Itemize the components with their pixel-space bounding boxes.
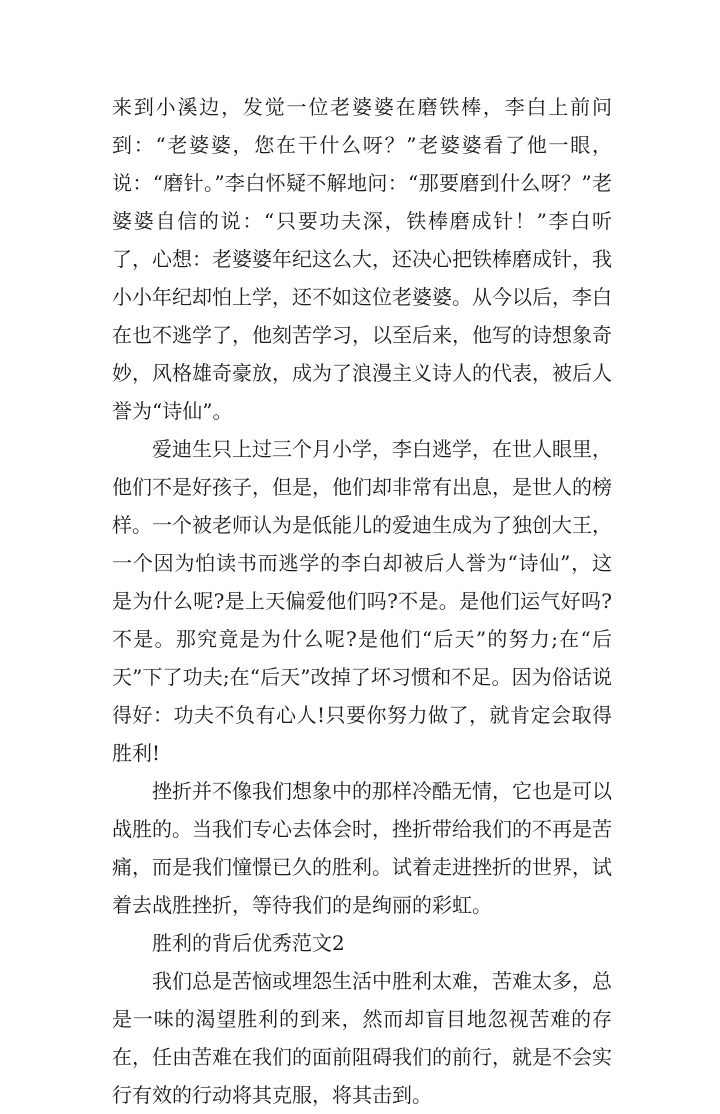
- document-page: [112, 88, 612, 1114]
- paragraph-setbacks: 挫折并不像我们想象中的那样冷酷无情，它也是可以战胜的。当我们专心去体会时，挫折带给我们的不再是苦痛，而是我们憧憬已久的胜利。试着走进挫折的世界，试着去战胜挫折，等待我们的是绚丽的彩虹。: [112, 779, 612, 917]
- section-heading: 胜利的背后优秀范文2: [152, 931, 345, 955]
- paragraph-edison-li-bai: 爱迪生只上过三个月小学，李白逃学，在世人眼里，他们不是好孩子，但是，他们却非常有出息，是世人的榜样。一个被老师认为是低能儿的爱迪生成为了独创大王，一个因为怕读书而逃学的李白却被后人誉为“诗仙”，这是为什么呢?是上天偏爱他们吗?不是。是他们运气好吗?不是。那究竟是为什么呢?是他们“后天”的努力;在“后天”下了功夫;在“后天”改掉了坏习惯和不足。因为俗话说得好：功夫不负有心人!只要你努力做了，就肯定会取得胜利!: [112, 437, 612, 765]
- paragraph-continuation: 来到小溪边，发觉一位老婆婆在磨铁棒，李白上前问到：“老婆婆，您在干什么呀？”老婆婆看了他一眼，说：“磨针。”李白怀疑不解地问：“那要磨到什么呀？”老婆婆自信的说：“只要功夫深，铁棒磨成针！”李白听了，心想：老婆婆年纪这么大，还决心把铁棒磨成针，我小小年纪却怕上学，还不如这位老婆婆。从今以后，李白在也不逃学了，他刻苦学习，以至后来，他写的诗想象奇妙，风格雄奇豪放，成为了浪漫主义诗人的代表，被后人誉为“诗仙”。: [112, 95, 612, 423]
- paragraph-hardship: 我们总是苦恼或埋怨生活中胜利太难，苦难太多，总是一味的渴望胜利的到来，然而却盲目地忽视苦难的存在，任由苦难在我们的面前阻碍我们的前行，就是不会实行有效的行动将其克服，将其击到。: [112, 969, 612, 1107]
